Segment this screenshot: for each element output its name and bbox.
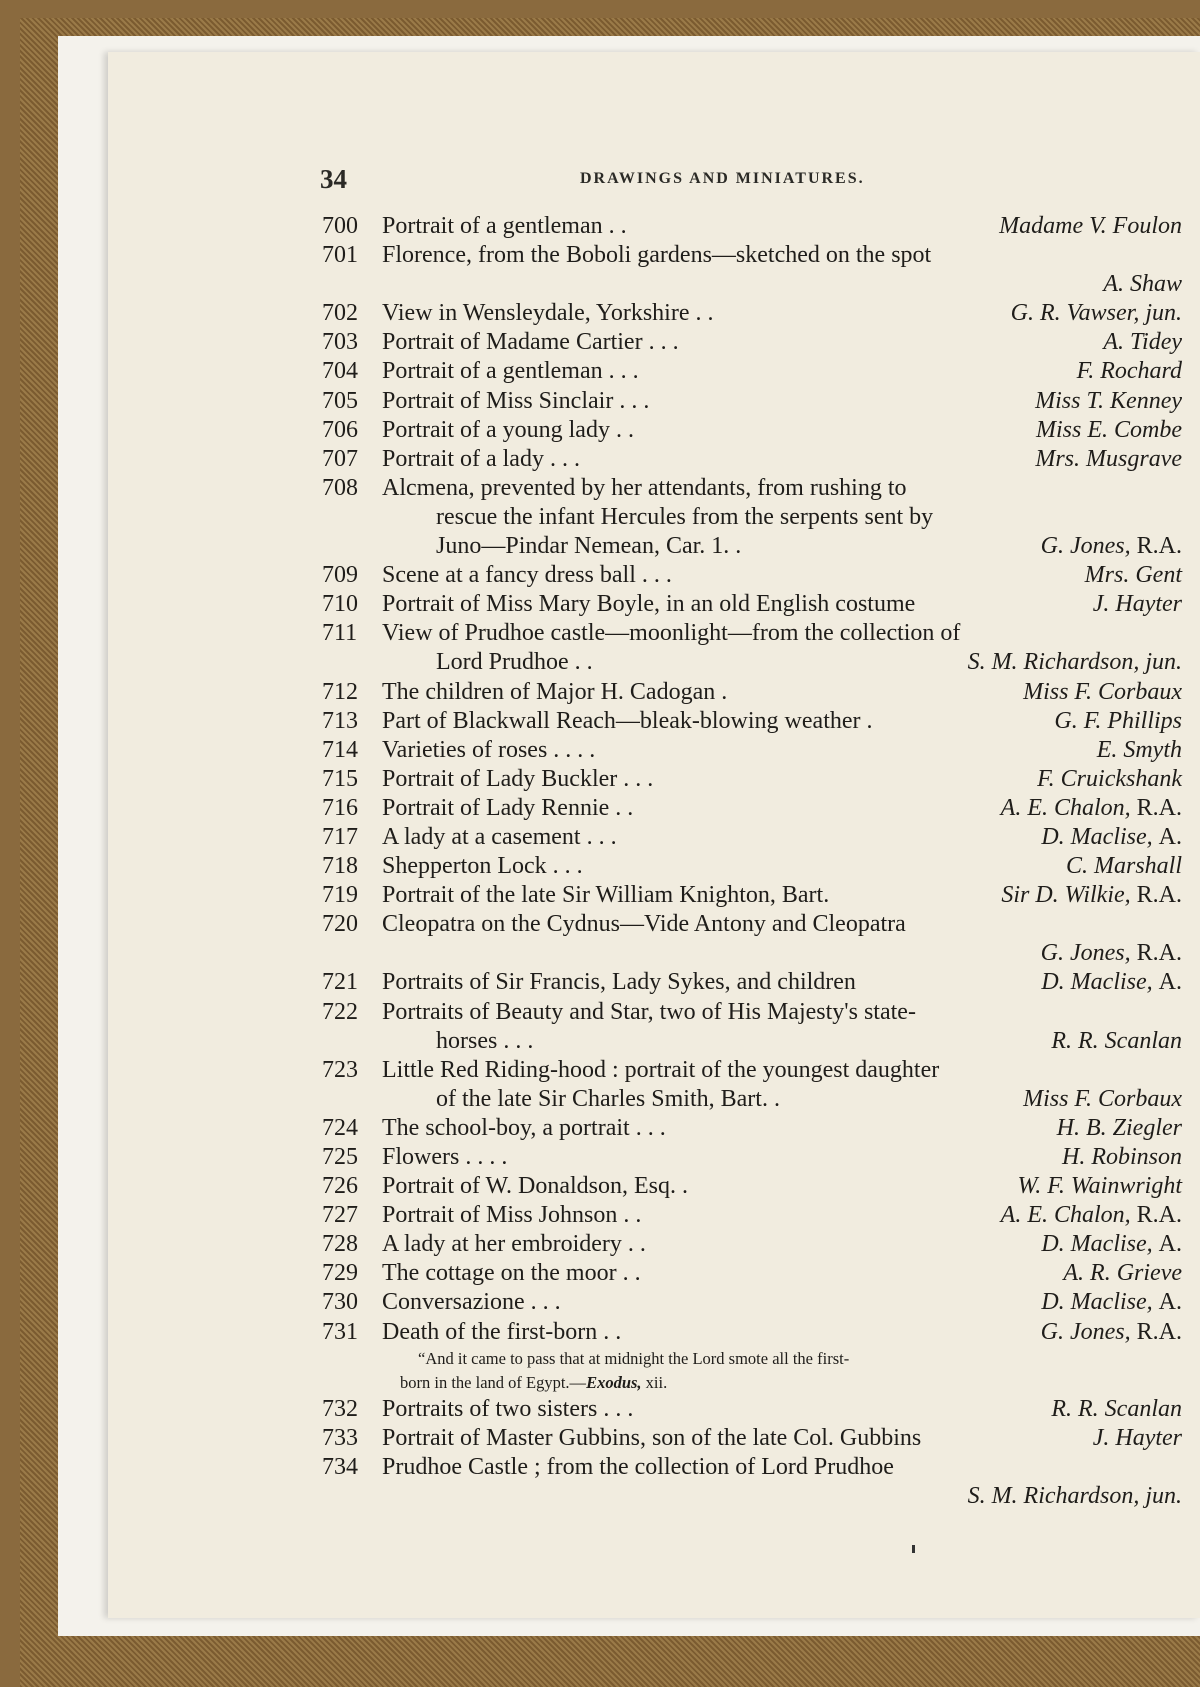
entry-artist: W. F. Wainwright [1017,1173,1182,1200]
catalogue-entry [322,387,1182,416]
entry-number: 704 [322,358,358,385]
entry-title: The school-boy, a portrait . . . [382,1114,666,1141]
running-head [212,164,1172,200]
entry-title: Alcmena, prevented by her attendants, from rushing to [382,474,907,501]
entry-title: Cleopatra on the Cydnus—Vide Antony and Cleopatra [382,911,906,938]
entry-title: Portrait of a gentleman . . [382,213,627,239]
quotation-text: born in the land of Egypt.— [400,1372,587,1392]
catalogue-entry [322,1143,1182,1172]
entry-number: 730 [322,1289,358,1316]
entry-artist: G. Jones, [1040,1318,1131,1345]
entry-artist: Miss F. Corbaux [1023,678,1182,705]
entry-title: A lady at a casement . . . [382,823,617,850]
entry-artist-rank: R.A. [1136,1318,1182,1345]
entry-artist: Miss F. Corbaux [1023,1085,1182,1112]
entry-title: Portrait of a young lady . . [382,416,634,443]
entry-artist: Mrs. Musgrave [1035,445,1182,472]
catalogue-entry [322,678,1182,707]
entry-title: Little Red Riding-hood : portrait of the youngest daughter [382,1056,940,1083]
entry-artist: S. M. Richardson, jun. [967,649,1182,676]
entry-number: 707 [322,445,358,472]
entry-number: 709 [322,562,358,589]
catalogue-entry [322,1424,1182,1453]
entry-number: 708 [322,474,358,501]
entry-artist-rank: R.A. [1136,1202,1182,1229]
catalogue-entry [322,561,1182,590]
entry-title: Prudhoe Castle ; from the collection of Lord Prudhoe [382,1453,894,1480]
entry-artist: F. Rochard [1076,358,1182,385]
catalogue-entry [322,1172,1182,1201]
catalogue-entry [322,212,1182,241]
entry-title-continued: of the late Sir Charles Smith, Bart. . [436,1085,780,1112]
entry-title: The cottage on the moor . . [382,1260,641,1287]
catalogue-entry [322,765,1182,794]
entry-artist: H. Robinson [1062,1144,1182,1170]
entry-title: Flowers . . . . [382,1144,508,1170]
entry-title: Portraits of two sisters . . . [382,1395,634,1422]
entry-artist: R. R. Scanlan [1051,1395,1182,1422]
catalogue-entry [322,619,1182,677]
entry-artist: A. Shaw [1103,271,1182,298]
entry-artist-rank: R.A. [1136,940,1182,967]
entry-artist: A. R. Grieve [1063,1260,1182,1287]
entry-title-continued: horses . . . [436,1027,534,1054]
entry-title: Conversazione . . . [382,1289,561,1316]
catalogue-entry [322,1318,1182,1395]
entry-quotation [322,1347,1182,1371]
entry-number: 706 [322,416,358,443]
catalogue-entry [322,1395,1182,1424]
entry-number: 712 [322,678,358,705]
entry-title: Portrait of a lady . . . [382,445,580,472]
catalogue-entry [322,416,1182,445]
entry-artist: D. Maclise, [1041,969,1153,996]
page-number: 34 [320,164,347,194]
entry-title: Portrait of Master Gubbins, son of the late Col. Gubbins [382,1424,922,1451]
entry-title: View of Prudhoe castle—moonlight—from the collection of [382,620,961,647]
entry-title: Florence, from the Boboli gardens—sketched on the spot [382,242,932,269]
catalogue-entry [322,1453,1182,1511]
entry-number: 710 [322,591,358,618]
catalogue-entry [322,1288,1182,1317]
entry-number: 705 [322,387,358,414]
entry-artist: J. Hayter [1092,1424,1182,1451]
entry-title: View in Wensleydale, Yorkshire . . [382,300,714,327]
catalogue-entry [322,357,1182,386]
entry-number: 719 [322,882,358,909]
entry-number: 700 [322,213,358,239]
entry-artist-rank: A. [1158,969,1182,996]
entry-title: Portrait of Lady Rennie . . [382,794,634,821]
catalogue-entry [322,474,1182,561]
entry-number: 715 [322,765,358,792]
entry-artist: D. Maclise, [1041,1231,1153,1258]
entry-title: Portraits of Sir Francis, Lady Sykes, and children [382,969,856,996]
entry-title: Portrait of the late Sir William Knighton, Bart. [382,882,830,909]
entry-number: 713 [322,707,358,734]
entry-number: 723 [322,1056,358,1083]
catalogue-entry [322,1056,1182,1114]
catalogue-entry [322,1201,1182,1230]
entry-quotation [322,1371,1182,1395]
entry-title: Varieties of roses . . . . [382,736,596,763]
entry-artist-rank: R.A. [1136,882,1182,909]
entry-number: 724 [322,1114,358,1141]
entry-title: Portrait of Madame Cartier . . . [382,329,679,356]
catalogue-entry [322,328,1182,357]
entry-title: Portraits of Beauty and Star, two of His Majesty's state- [382,998,916,1025]
entry-title: Scene at a fancy dress ball . . . [382,562,672,589]
entry-artist-rank: R.A. [1136,794,1182,821]
catalogue-list [322,212,1182,1511]
entry-artist: Miss T. Kenney [1035,387,1182,414]
catalogue-entry [322,968,1182,997]
entry-title: Portrait of Miss Mary Boyle, in an old English costume [382,591,916,618]
catalogue-entry [322,299,1182,328]
entry-number: 717 [322,823,358,850]
catalogue-entry [322,1259,1182,1288]
entry-number: 722 [322,998,358,1025]
entry-artist-rank: A. [1158,1289,1182,1316]
quotation-reference: xii. [645,1372,668,1392]
entry-artist: E. Smyth [1096,736,1182,763]
entry-artist: Madame V. Foulon [999,213,1182,239]
entry-number: 718 [322,853,358,880]
entry-number: 703 [322,329,358,356]
entry-title: Death of the first-born . . [382,1318,622,1345]
entry-number: 726 [322,1173,358,1200]
entry-artist-rank: R.A. [1136,533,1182,560]
catalogue-entry [322,823,1182,852]
entry-title: Portrait of Miss Sinclair . . . [382,387,650,414]
entry-number: 725 [322,1144,358,1170]
entry-number: 702 [322,300,358,327]
entry-artist: D. Maclise, [1041,823,1153,850]
entry-artist: G. F. Phillips [1054,707,1182,734]
entry-title-continued: rescue the infant Hercules from the serpents sent by [436,503,934,530]
entry-artist: S. M. Richardson, jun. [967,1482,1182,1509]
entry-artist: A. E. Chalon, [1000,1202,1131,1229]
entry-artist-rank: A. [1158,1231,1182,1258]
entry-number: 733 [322,1424,358,1451]
entry-artist: Miss E. Combe [1036,416,1182,443]
entry-artist: D. Maclise, [1041,1289,1153,1316]
quotation-source: Exodus, [586,1372,642,1392]
catalogue-entry [322,910,1182,968]
entry-artist: G. Jones, [1040,940,1131,967]
section-title: DRAWINGS AND MINIATURES. [580,170,865,187]
quotation-text: “And it came to pass that at midnight the Lord smote all the first- [418,1348,850,1368]
entry-title: Portrait of a gentleman . . . [382,358,639,385]
entry-artist: Mrs. Gent [1084,562,1182,589]
entry-title: The children of Major H. Cadogan . [382,678,728,705]
entry-number: 731 [322,1318,358,1345]
catalogue-entry [322,1230,1182,1259]
catalogue-entry [322,736,1182,765]
entry-number: 714 [322,736,358,763]
catalogue-entry [322,590,1182,619]
entry-artist-rank: A. [1158,823,1182,850]
entry-artist: Sir D. Wilkie, [1001,882,1131,909]
entry-number: 729 [322,1260,358,1287]
entry-number: 734 [322,1453,358,1480]
entry-title: Portrait of Miss Johnson . . [382,1202,642,1229]
entry-title: A lady at her embroidery . . [382,1231,646,1258]
catalogue-entry [322,241,1182,299]
entry-artist: G. Jones, [1040,533,1131,560]
catalogue-entry [322,794,1182,823]
entry-title: Portrait of W. Donaldson, Esq. . [382,1173,688,1200]
entry-title: Shepperton Lock . . . [382,853,583,880]
entry-artist: A. E. Chalon, [1000,794,1131,821]
catalogue-entry [322,852,1182,881]
entry-artist: R. R. Scanlan [1051,1027,1182,1054]
entry-artist: F. Cruickshank [1037,765,1182,792]
entry-artist: H. B. Ziegler [1056,1114,1182,1141]
entry-title: Part of Blackwall Reach—bleak-blowing weather . [382,707,873,734]
entry-title-continued: Lord Prudhoe . . [436,649,593,676]
ink-mark [912,1545,915,1553]
entry-artist: J. Hayter [1092,591,1182,618]
entry-number: 728 [322,1231,358,1258]
entry-title-continued: Juno—Pindar Nemean, Car. 1. . [436,533,742,560]
entry-number: 720 [322,911,358,938]
entry-artist: G. R. Vawser, jun. [1010,300,1182,327]
entry-number: 701 [322,242,358,269]
catalogue-entry [322,1114,1182,1143]
catalogue-entry [322,445,1182,474]
entry-number: 727 [322,1202,358,1229]
entry-artist: A. Tidey [1103,329,1182,356]
entry-number: 716 [322,794,358,821]
entry-title: Portrait of Lady Buckler . . . [382,765,654,792]
entry-number: 732 [322,1395,358,1422]
catalogue-entry [322,998,1182,1056]
entry-artist: C. Marshall [1065,853,1182,880]
entry-number: 711 [322,620,358,647]
entry-number: 721 [322,969,358,996]
catalogue-entry [322,707,1182,736]
catalogue-entry [322,881,1182,910]
